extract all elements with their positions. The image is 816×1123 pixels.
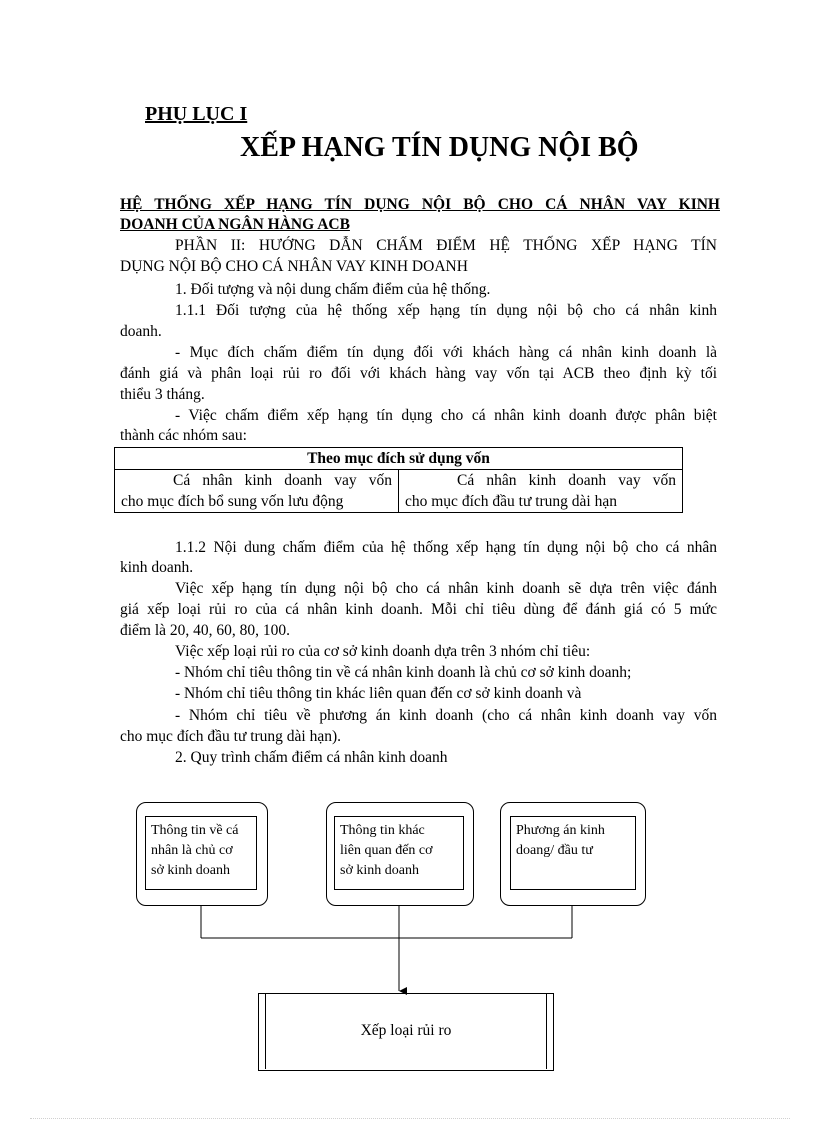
flow-box-3-line-1: Phương án kinh xyxy=(516,823,605,838)
investment-line-1: Cá nhân kinh doanh vay vốn xyxy=(457,472,676,489)
subtitle-line-1: HỆ THỐNG XẾP HẠNG TÍN DỤNG NỘI BỘ CHO CÁ NHÂN VAY KINH xyxy=(120,196,720,213)
table-header-cell: Theo mục đích sử dụng vốn xyxy=(115,448,683,470)
flow-box-personal-info xyxy=(145,816,257,890)
flow-box-other-info xyxy=(334,816,464,890)
risk-classification-box xyxy=(265,993,547,1069)
flow-box-2-line-3: sở kinh doanh xyxy=(340,863,419,878)
working-capital-line-2: cho mục đích bổ sung vốn lưu động xyxy=(121,493,344,510)
section-1-1-line-1: 1.1.1 Đối tượng của hệ thống xếp hạng tín dụng nội bộ cho cá nhân kinh xyxy=(175,302,717,319)
main-title: XẾP HẠNG TÍN DỤNG NỘI BỘ xyxy=(240,132,639,163)
section-1-heading: 1. Đối tượng và nội dung chấm điểm của hệ thống. xyxy=(175,281,491,298)
part2-line-1: PHẦN II: HƯỚNG DẪN CHẤM ĐIỂM HỆ THỐNG XẾP HẠNG TÍN xyxy=(175,237,717,254)
groups-intro-line-2: thành các nhóm sau: xyxy=(120,427,247,444)
rating-para-line-2: giá xếp loại rủi ro của cá nhân kinh doanh. Mỗi chỉ tiêu dùng để đánh giá có 5 mức xyxy=(120,601,717,618)
risk-classification-label: Xếp loại rủi ro xyxy=(360,1022,452,1039)
flow-box-2-line-2: liên quan đến cơ xyxy=(340,843,433,858)
groups-intro-line-1: - Việc chấm điểm xếp hạng tín dụng cho cá nhân kinh doanh được phân biệt xyxy=(175,407,717,424)
working-capital-line-1: Cá nhân kinh doanh vay vốn xyxy=(173,472,392,489)
criteria-item-3-line-2: cho mục đích đầu tư trung dài hạn). xyxy=(120,728,342,745)
page-bottom-edge xyxy=(30,1118,790,1119)
purpose-line-3: thiểu 3 tháng. xyxy=(120,386,205,403)
appendix-label: PHỤ LỤC I xyxy=(145,103,248,125)
part2-line-2: DỤNG NỘI BỘ CHO CÁ NHÂN VAY KINH DOANH xyxy=(120,258,468,275)
section-1-2-line-1: 1.1.2 Nội dung chấm điểm của hệ thống xếp hạng tín dụng nội bộ cho cá nhân xyxy=(175,539,717,556)
purpose-line-2: đánh giá và phân loại rủi ro đối với khách hàng vay vốn tại ACB theo định kỳ tối xyxy=(120,365,717,382)
criteria-item-3-line-1: - Nhóm chỉ tiêu về phương án kinh doanh (cho cá nhân kinh doanh vay vốn xyxy=(175,707,717,724)
criteria-item-1: - Nhóm chỉ tiêu thông tin về cá nhân kinh doanh là chủ cơ sở kinh doanh; xyxy=(175,664,632,681)
criteria-item-2: - Nhóm chỉ tiêu thông tin khác liên quan đến cơ sở kinh doanh và xyxy=(175,685,582,702)
flow-box-1-line-3: sở kinh doanh xyxy=(151,863,230,878)
criteria-intro: Việc xếp loại rủi ro của cơ sở kinh doanh dựa trên 3 nhóm chỉ tiêu: xyxy=(175,643,591,660)
rating-para-line-3: điểm là 20, 40, 60, 80, 100. xyxy=(120,622,291,639)
subtitle-line-2: DOANH CỦA NGÂN HÀNG ACB xyxy=(120,216,350,233)
section-1-1-line-2: doanh. xyxy=(120,323,162,340)
purpose-line-1: - Mục đích chấm điểm tín dụng đối với khách hàng cá nhân kinh doanh là xyxy=(175,344,717,361)
flow-box-business-plan xyxy=(510,816,636,890)
flow-box-1-line-2: nhân là chủ cơ xyxy=(151,843,233,858)
rating-para-line-1: Việc xếp hạng tín dụng nội bộ cho cá nhân kinh doanh sẽ dựa trên việc đánh xyxy=(175,580,717,597)
flow-box-1-line-1: Thông tin về cá xyxy=(151,823,239,838)
section-1-2-line-2: kinh doanh. xyxy=(120,559,194,576)
flow-box-2-line-1: Thông tin khác xyxy=(340,823,425,838)
section-2-heading: 2. Quy trình chấm điểm cá nhân kinh doanh xyxy=(175,749,448,766)
flow-box-3-line-2: doang/ đầu tư xyxy=(516,843,593,858)
investment-line-2: cho mục đích đầu tư trung dài hạn xyxy=(405,493,617,510)
